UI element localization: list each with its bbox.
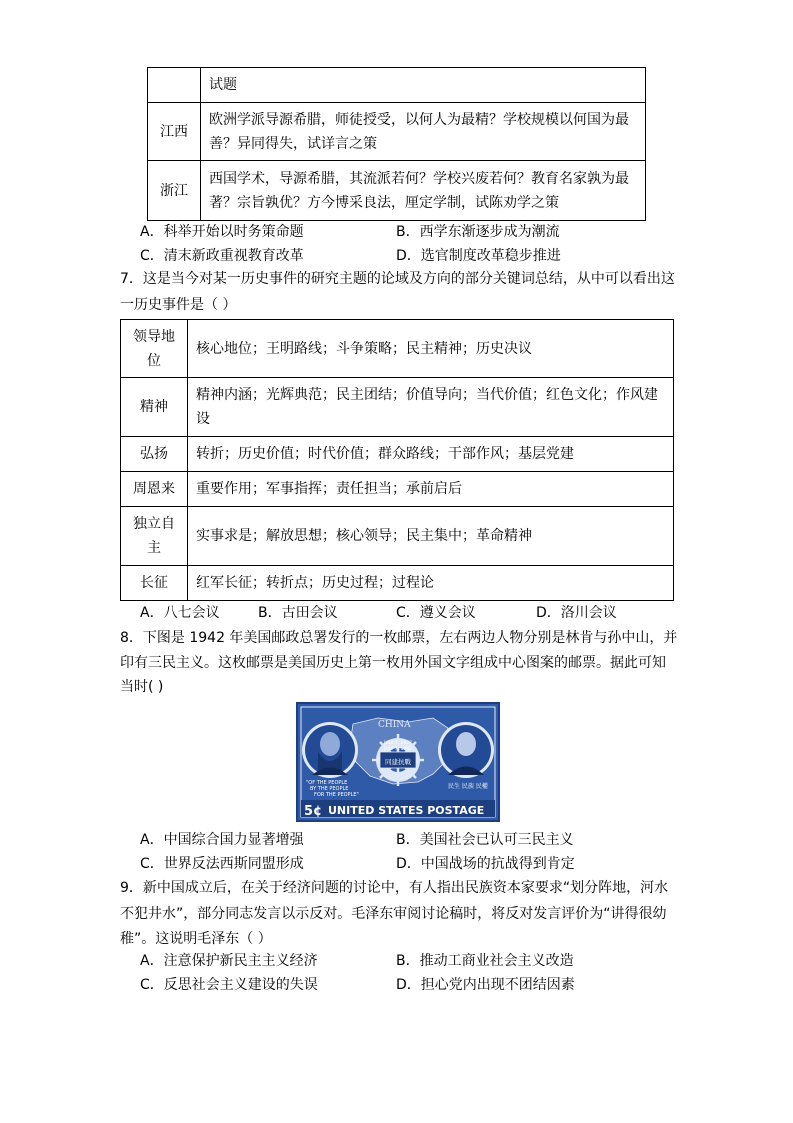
table-row bbox=[121, 437, 674, 472]
region-cell: 浙江 bbox=[148, 161, 201, 221]
question-line: 善？异同得失，试详言之策 bbox=[209, 135, 377, 152]
q8-option-c[interactable]: C．世界反法西斯同盟形成 bbox=[140, 856, 304, 872]
topic-cell: 周恩来 bbox=[121, 472, 188, 507]
topic-cell: 长征 bbox=[121, 566, 188, 601]
question-line: 欧洲学派导源希腊，师徒授受，以何人为最精？学校规模以何国为最 bbox=[209, 111, 629, 128]
question-line: 著？宗旨孰优？方今博采良法，厘定学制，试陈劝学之策 bbox=[209, 194, 559, 211]
table-header-cell: 试题 bbox=[201, 68, 646, 103]
keywords-cell: 转折；历史价值；时代价值；群众路线；干部作风；基层党建 bbox=[188, 437, 674, 472]
q9-option-c[interactable]: C．反思社会主义建设的失误 bbox=[140, 977, 318, 993]
question-line: 西国学术，导源希腊，其流派若何？学校兴废若何？教育名家孰为最 bbox=[209, 170, 629, 187]
table-row bbox=[121, 472, 674, 507]
topic-line: 位 bbox=[147, 352, 161, 369]
q8-option-a[interactable]: A．中国综合国力显著增强 bbox=[140, 832, 304, 848]
q6-option-c[interactable]: C．清末新政重视教育改革 bbox=[140, 248, 304, 264]
keywords-cell: 红军长征；转折点；历史过程；过程论 bbox=[188, 566, 674, 601]
topic-cell bbox=[121, 320, 188, 378]
keywords-cell bbox=[188, 378, 674, 437]
q9-option-b[interactable]: B．推动工商业社会主义改造 bbox=[396, 953, 574, 969]
q6-option-d[interactable]: D．选官制度改革稳步推进 bbox=[396, 248, 561, 264]
q8-option-b[interactable]: B．美国社会已认可三民主义 bbox=[396, 832, 574, 848]
table-row bbox=[121, 507, 674, 566]
q7-option-d[interactable]: D．洛川会议 bbox=[536, 605, 617, 621]
topic-cell: 精神 bbox=[121, 378, 188, 437]
q8-stem-line2: 印有三民主义。这枚邮票是美国历史上第一枚用外国文字组成中心图案的邮票。据此可知 bbox=[120, 655, 666, 671]
q9-option-a[interactable]: A．注意保护新民主主义经济 bbox=[140, 953, 318, 969]
stamp-date1: JULY 7, 1937 bbox=[384, 741, 412, 746]
topic-line: 领导地 bbox=[133, 328, 175, 345]
stamp-china-label: CHINA bbox=[378, 720, 411, 730]
stamp-right-chars: 民生 民族 民權 bbox=[448, 783, 488, 790]
q7-option-a[interactable]: A．八七会议 bbox=[140, 605, 220, 621]
topic-cell: 弘扬 bbox=[121, 437, 188, 472]
q7-option-b[interactable]: B．古田会议 bbox=[258, 605, 338, 621]
table-row bbox=[121, 566, 674, 601]
q6-option-b[interactable]: B．西学东渐逐步成为潮流 bbox=[396, 224, 560, 240]
keywords-table bbox=[120, 319, 674, 601]
q7-stem-line1: 7．这是当今对某一历史事件的研究主题的论域及方向的部分关键词总结，从中可以看出这 bbox=[120, 271, 675, 287]
stamp-denomination: 5¢ bbox=[304, 804, 323, 819]
q9-stem-line1: 9．新中国成立后，在关于经济问题的讨论中，有人指出民族资本家要求“划分阵地，河水 bbox=[120, 880, 669, 896]
topic-line: 独立自 bbox=[133, 516, 175, 532]
keywords-line: 精神内涵；光辉典范；民主团结；价值导向；当代价值；红色文化；作风建 bbox=[196, 387, 658, 403]
keywords-line: 设 bbox=[196, 411, 210, 427]
exam-questions-table bbox=[147, 67, 646, 221]
question-cell bbox=[201, 103, 646, 161]
stamp-motto1: "OF THE PEOPLE bbox=[306, 780, 348, 786]
stamp-date2: JULY 7, 1942 bbox=[384, 747, 412, 752]
table-row bbox=[148, 68, 646, 103]
stamp-artwork bbox=[298, 704, 498, 820]
q9-stem-line2: 不犯井水”，部分同志发言以示反对。毛泽东审阅讨论稿时，将反对发言评价为“讲得很幼 bbox=[120, 906, 667, 922]
q7-option-c[interactable]: C．遵义会议 bbox=[396, 605, 476, 621]
keywords-cell: 重要作用；军事指挥；责任担当；承前启后 bbox=[188, 472, 674, 507]
table-row bbox=[121, 320, 674, 378]
stamp-image bbox=[296, 702, 500, 822]
q8-stem-line3: 当时( ) bbox=[120, 679, 164, 695]
q8-stem-line1: 8．下图是 1942 年美国邮政总署发行的一枚邮票，左右两边人物分别是林肯与孙中山，并 bbox=[120, 630, 678, 646]
stamp-center-text: 同建抗戰 bbox=[385, 758, 411, 766]
keywords-line: 核心地位；王明路线；斗争策略；民主精神；历史决议 bbox=[196, 340, 532, 357]
table-row bbox=[148, 103, 646, 161]
topic-cell bbox=[121, 507, 188, 566]
topic-line: 主 bbox=[147, 540, 161, 556]
keywords-cell: 实事求是；解放思想；核心领导；民主集中；革命精神 bbox=[188, 507, 674, 566]
q8-option-d[interactable]: D．中国战场的抗战得到肯定 bbox=[396, 856, 575, 872]
region-cell: 江西 bbox=[148, 103, 201, 161]
q9-stem-line3: 稚”。这说明毛泽东（ ） bbox=[120, 931, 272, 947]
keywords-cell bbox=[188, 320, 674, 378]
stamp-motto3: FOR THE PEOPLE" bbox=[314, 792, 359, 798]
stamp-motto2: BY THE PEOPLE bbox=[310, 786, 349, 792]
q9-option-d[interactable]: D．担心党内出现不团结因素 bbox=[396, 977, 575, 993]
q6-option-a[interactable]: A．科举开始以时务策命题 bbox=[140, 224, 304, 240]
table-cell-empty bbox=[148, 68, 201, 103]
table-row bbox=[121, 378, 674, 437]
table-row bbox=[148, 161, 646, 221]
q7-stem-line2: 一历史事件是（ ） bbox=[120, 297, 237, 313]
question-cell bbox=[201, 161, 646, 221]
stamp-bottom-label: UNITED STATES POSTAGE bbox=[328, 804, 485, 817]
